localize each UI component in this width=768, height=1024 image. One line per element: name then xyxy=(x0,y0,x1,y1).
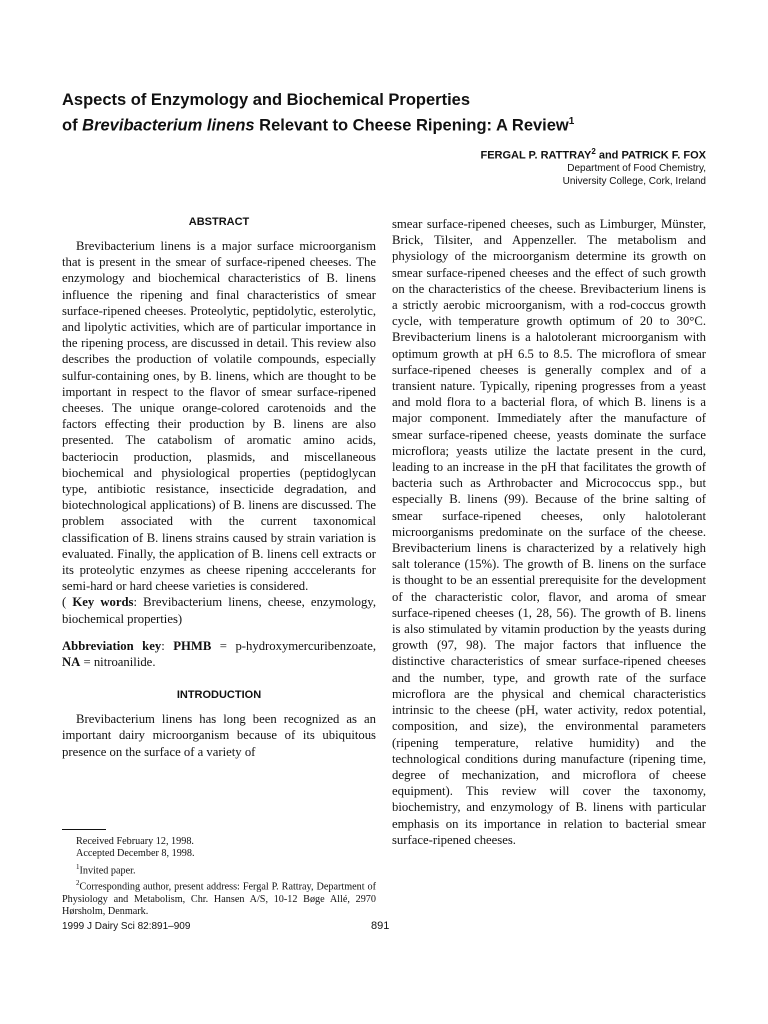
keywords-label: Key words xyxy=(72,595,134,610)
title-line-1: Aspects of Enzymology and Biochemical Properties xyxy=(62,91,471,109)
footnote-2 xyxy=(62,877,376,918)
right-column xyxy=(392,216,706,848)
page-number: 891 xyxy=(371,920,390,932)
title-line-2-prefix: of xyxy=(62,116,83,135)
abbreviation-label: Abbreviation key xyxy=(62,638,162,653)
abbreviation-term-1: PHMB xyxy=(173,638,212,653)
affiliation-university: University College, Cork, Ireland xyxy=(562,175,706,187)
abbreviation-def-2: = nitroanilide. xyxy=(80,655,156,670)
article-title xyxy=(62,90,722,137)
footnote-2-text: Corresponding author, present address: Fergal P. Rattray, Department of Physiology and Metabolism, Chr. Hansen A/S, 10-12 Bøge Allé, 2970 Hørsholm, Denmark. xyxy=(62,881,376,918)
author-conjunction: and xyxy=(595,149,622,162)
abbreviation-def-1: = p-hydroxymercuribenzoate, xyxy=(211,638,377,653)
abstract-heading: ABSTRACT xyxy=(188,216,250,228)
author-2: PATRICK F. FOX xyxy=(621,149,706,162)
journal-citation: 1999 J Dairy Sci 82:891–909 xyxy=(62,921,191,932)
keywords-text: : Brevibacterium linens, cheese, enzymology, biochemical properties) xyxy=(62,595,377,626)
footnote-1 xyxy=(62,861,376,878)
received-date: Received February 12, 1998. xyxy=(76,836,194,847)
introduction-heading: INTRODUCTION xyxy=(176,689,262,702)
footnotes xyxy=(62,836,376,919)
author-block xyxy=(480,147,706,188)
abbreviation-key xyxy=(62,638,376,670)
abstract-text: Brevibacterium linens is a major surface microorganism that is present in the smear of surface-ripened cheeses. The enzymology and biochemical characteristics of B. linens influence the ripening and final characteristics of smear surface-ripened cheeses. Proteolytic, peptidolytic, esterolytic, and lipolytic activities, which are of particular importance in the ripening process, are discussed in detail. This review also describes the production of volatile compounds, especially sulfur-containing ones, by B. linens, which are thought to be important in respect to the flavor of smear surface-ripened cheeses. The unique orange-colored carotenoids and the factors effecting their production by B. linens are also presented. The catabolism of aromatic amino acids, bacteriocin production, plasmids, and miscellaneous biochemical and physiological properties (peptidoglycan type, antibiotic resistance, insecticide degradation, and biotechnological applications) of B. linens are discussed. The problem associated with the current taxonomical classification of B. linens strains caused by strain variation is evaluated. Finally, the application of B. linens cell extracts or its proteolytic enzymes as cheese ripening acccelerants for semi-hard or hard cheese varieties is considered. xyxy=(62,239,376,594)
keywords xyxy=(62,594,376,626)
title-footnote-mark: 1 xyxy=(568,116,575,127)
title-organism: Brevibacterium linens xyxy=(82,116,255,135)
introduction-text-start: Brevibacterium linens has long been recognized as an important dairy microorganism because of its ubiquitous presence on the surface of a variety of xyxy=(62,712,376,759)
footnote-divider xyxy=(62,829,106,830)
accepted-date: Accepted December 8, 1998. xyxy=(76,848,195,860)
keywords-open: ( xyxy=(62,595,73,610)
footnote-1-mark: 1 xyxy=(76,862,80,871)
footnote-1-text: Invited paper. xyxy=(79,864,136,876)
author-1: FERGAL P. RATTRAY xyxy=(480,149,592,162)
affiliation-department: Department of Food Chemistry, xyxy=(567,162,706,174)
author-names xyxy=(480,147,706,162)
left-column xyxy=(62,216,376,760)
author-1-footnote-mark: 2 xyxy=(591,147,596,156)
abbreviation-term-2: NA xyxy=(62,655,81,670)
introduction-text-continued: smear surface-ripened cheeses, such as Limburger, Münster, Brick, Tilsiter, and Appenzeller. The metabolism and physiology of the microorganism determine its growth on smear surface-ripened cheeses and the effect of such growth on the characteristics of the cheese. Brevibacterium linens is a strictly aerobic microorganism, with a rod-coccus growth cycle, with temperature growth optimum of 20 to 30°C. Brevibacterium linens is a halotolerant microorganism with optimum growth at pH 6.5 to 8.5. The microflora of smear surface-ripened cheeses is generally complex and of a transient nature. Typically, ripening progresses from a yeast and mold flora to a bacterial flora, of which B. linens is a major component. Immediately after the manufacture of smear surface-ripened cheese, yeasts dominate the surface microflora; yeasts utilize the lactate present in the curd, leading to an increase in the pH that facilitates the growth of bacteria such as Arthrobacter and Micrococcus spp., but especially B. linens (99). Because of the brine salting of smear surface-ripened cheeses, only halotolerant microorganisms predominate on the surface of the cheese. Brevibacterium linens is characterized by a relatively high salt tolerance (15%). The growth of B. linens on the surface is thought to be an essential prerequisite for the development of the characteristic color, flavor, and aroma of smear surface-ripened cheeses (1, 28, 56). The growth of B. linens is also stimulated by vitamin production by the yeasts during growth (97, 98). The major factors that influence the distinctive characteristics of smear surface-ripened cheeses and the number, type, and growth rate of the surface microflora are the physical and chemical characteristics intrinsic to the cheese (pH, water activity, redox potential, composition, and size), the environmental parameters (ripening temperature, relative humidity) and the technological conditions during manufacture (ripening time, degree of mechanization, and microflora of cheese equipment). This review will cover the taxonomy, biochemistry, and enzymology of B. linens with particular emphasis on its importance in relation to bacterial smear surface-ripened cheeses. xyxy=(392,217,706,847)
footnote-2-mark: 2 xyxy=(76,879,80,888)
abbreviation-sep: : xyxy=(161,638,174,653)
title-line-2-suffix: Relevant to Cheese Ripening: A Review xyxy=(254,116,569,135)
